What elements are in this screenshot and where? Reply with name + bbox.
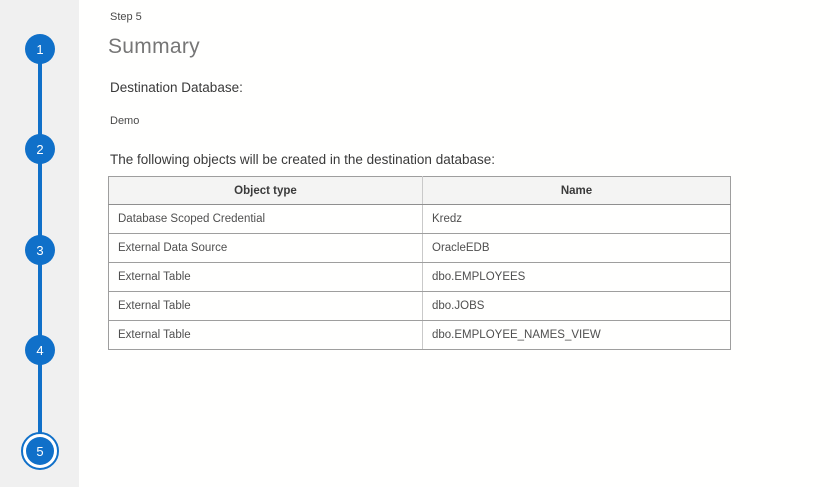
table-header-row	[109, 177, 731, 205]
stepper-step-5-current[interactable]	[21, 432, 59, 470]
cell-name: OracleEDB	[423, 234, 731, 263]
stepper-step-5-circle	[26, 437, 54, 465]
stepper-step-4[interactable]	[25, 335, 55, 365]
cell-name: Kredz	[423, 205, 731, 234]
destination-database-label: Destination Database:	[110, 80, 243, 95]
page-title: Summary	[108, 35, 200, 58]
column-header-object-type: Object type	[109, 177, 423, 205]
cell-object-type: External Table	[109, 321, 423, 350]
table-row	[109, 321, 731, 350]
stepper-step-2[interactable]	[25, 134, 55, 164]
cell-object-type: Database Scoped Credential	[109, 205, 423, 234]
cell-name: dbo.EMPLOYEE_NAMES_VIEW	[423, 321, 731, 350]
step-label: Step 5	[110, 11, 142, 23]
objects-intro-text: The following objects will be created in the destination database:	[110, 152, 495, 167]
stepper-step-4-number: 4	[36, 342, 44, 358]
table-row	[109, 234, 731, 263]
table-row	[109, 263, 731, 292]
stepper-step-3[interactable]	[25, 235, 55, 265]
summary-objects-table	[108, 176, 731, 350]
destination-database-value: Demo	[110, 115, 140, 127]
table-row	[109, 205, 731, 234]
cell-object-type: External Table	[109, 292, 423, 321]
cell-object-type: External Table	[109, 263, 423, 292]
stepper-step-3-number: 3	[36, 242, 44, 258]
stepper-step-1[interactable]	[25, 34, 55, 64]
cell-name: dbo.EMPLOYEES	[423, 263, 731, 292]
stepper-step-5-number: 5	[36, 443, 44, 459]
table-row	[109, 292, 731, 321]
cell-object-type: External Data Source	[109, 234, 423, 263]
wizard-stepper-panel	[0, 0, 79, 487]
cell-name: dbo.JOBS	[423, 292, 731, 321]
column-header-name: Name	[423, 177, 731, 205]
stepper-step-1-number: 1	[36, 41, 44, 57]
stepper-step-2-number: 2	[36, 141, 44, 157]
